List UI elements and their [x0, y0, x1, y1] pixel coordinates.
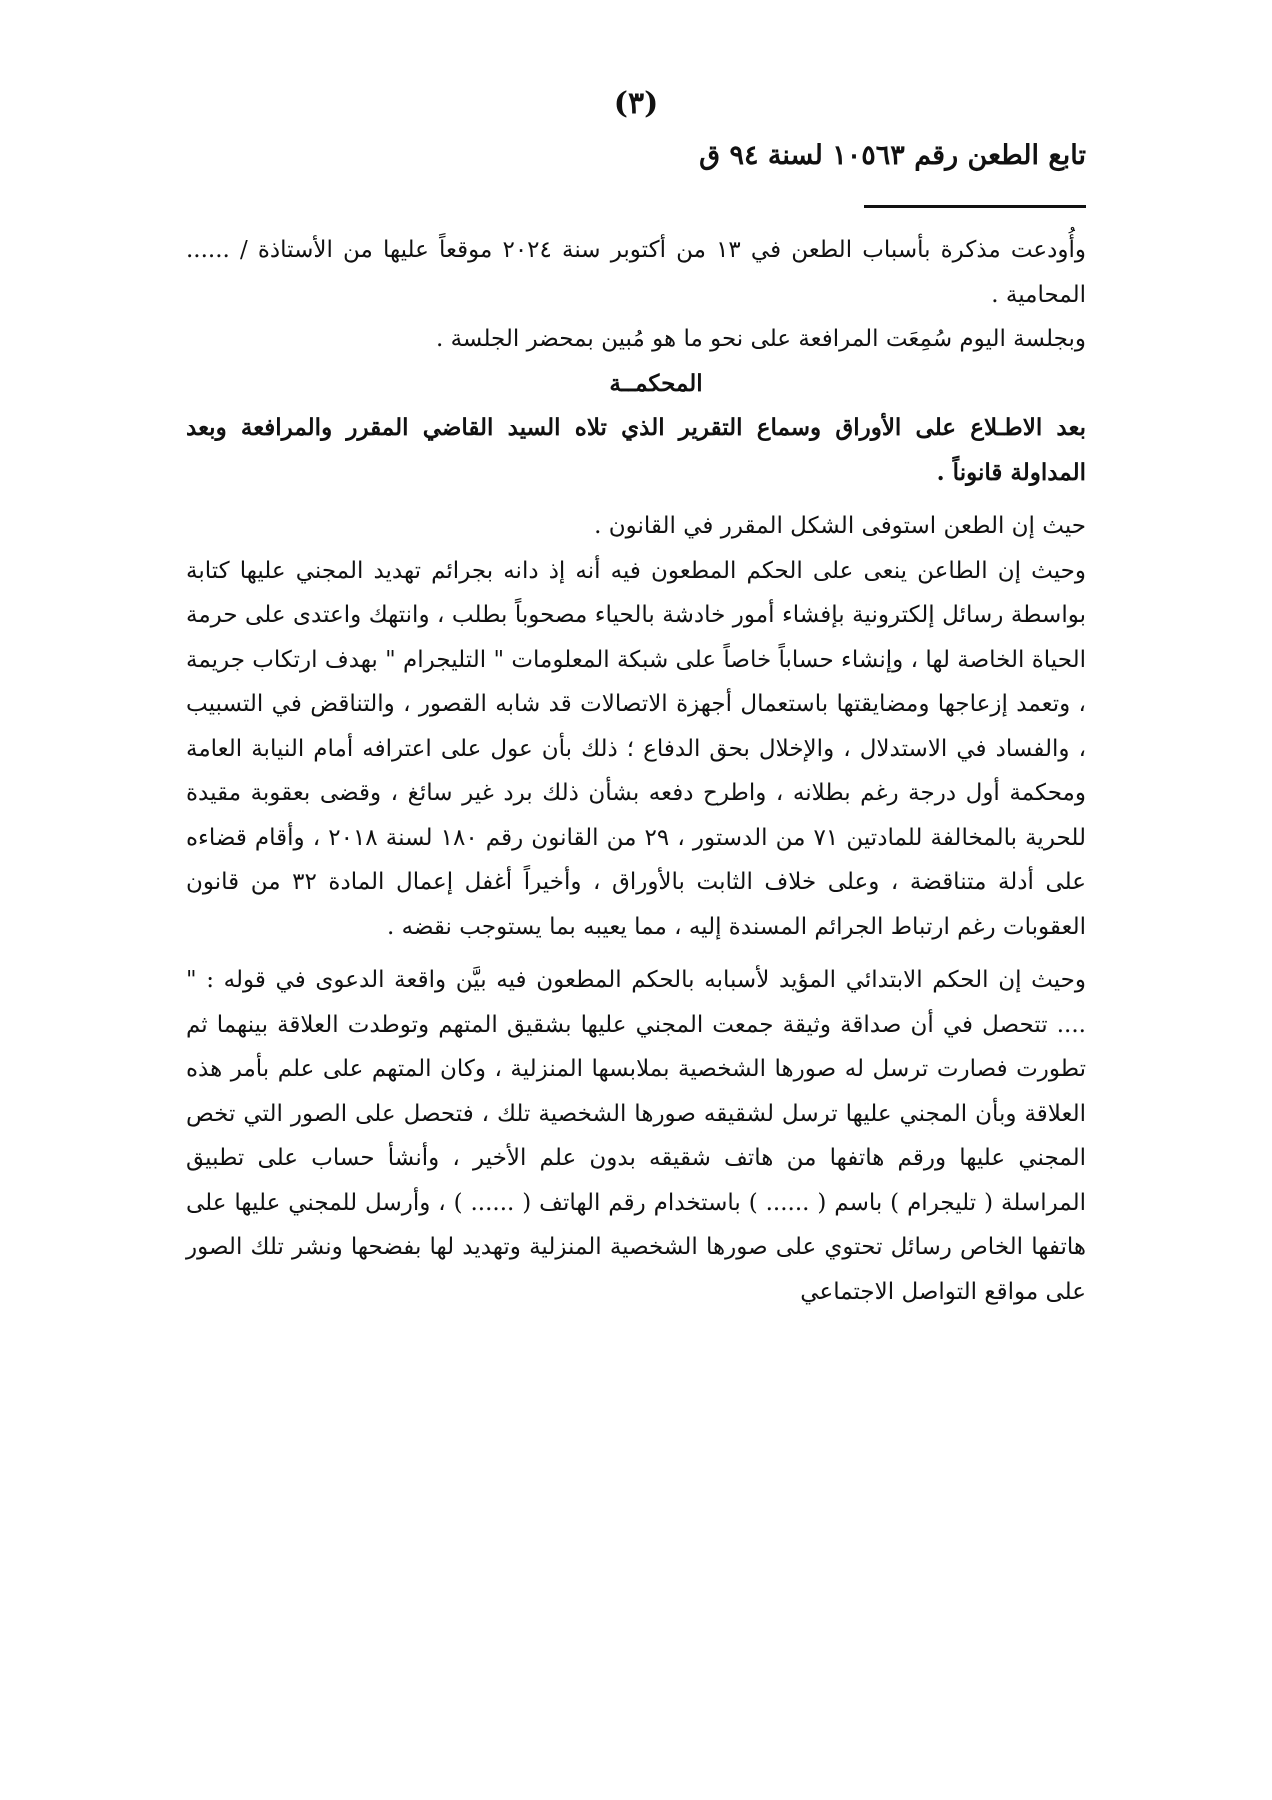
header-underline-divider — [864, 205, 1086, 208]
memo-filed-paragraph: وأُودعت مذكرة بأسباب الطعن في ١٣ من أكتوبر سنة ٢٠٢٤ موقعاً عليها من الأستاذة / ...... المحامية . — [186, 237, 1087, 308]
document-body — [186, 228, 1086, 1314]
grounds-of-appeal-paragraph: وحيث إن الطاعن ينعى على الحكم المطعون فيه أنه إذ دانه بجرائم تهديد المجني عليها كتابة بواسطة رسائل إلكترونية بإفشاء أمور خادشة بالحياء مصحوباً بطلب ، وانتهك واعتدى على حرمة الحياة الخاصة لها ، وإنشاء حساباً خاصاً على شبكة المعلومات " التليجرام " بهدف ارتكاب جريمة ، وتعمد إزعاجها ومضايقتها باستعمال أجهزة الاتصالات قد شابه القصور ، والتناقض في التسبيب ، والفساد في الاستدلال ، والإخلال بحق الدفاع ؛ ذلك بأن عول على اعترافه أمام النيابة العامة ومحكمة أول درجة رغم بطلانه ، واطرح دفعه بشأن ذلك برد غير سائغ ، وقضى بعقوبة مقيدة للحرية بالمخالفة للمادتين ٧١ من الدستور ، ٢٩ من القانون رقم ١٨٠ لسنة ٢٠١٨ ، وأقام قضاءه على أدلة متناقضة ، وعلى خلاف الثابت بالأوراق ، وأخيراً أغفل إعمال المادة ٣٢ من قانون العقوبات رغم ارتباط الجرائم المسندة إليه ، مما يعيبه بما يستوجب نقضه . — [186, 557, 1086, 940]
page-number: (٣) — [613, 86, 659, 121]
hearing-paragraph: وبجلسة اليوم سُمِعَت المرافعة على نحو ما هو مُبين بمحضر الجلسة . — [435, 326, 1086, 352]
case-facts-paragraph: وحيث إن الحكم الابتدائي المؤيد لأسبابه بالحكم المطعون فيه بيَّن واقعة الدعوى في قوله : " .... تتحصل في أن صداقة وثيقة جمعت المجني عليها بشقيق المتهم وتوطدت العلاقة بينهما ثم تطورت فصارت ترسل له صورها الشخصية بملابسها المنزلية ، وكان المتهم على علم بأمر هذه العلاقة وبأن المجني عليها ترسل لشقيقه صورها الشخصية تلك ، فتحصل على الصور التي تخص المجني عليها ورقم هاتفها من هاتف شقيقه بدون علم الأخير ، وأنشأ حساب على تطبيق المراسلة ( تليجرام ) باسم ( ...... ) باستخدام رقم الهاتف ( ...... ) ، وأرسل للمجني عليها على هاتفها الخاص رسائل تحتوي على صورها الشخصية المنزلية وتهديد لها بفضحها ونشر تلك الصور على مواقع التواصل الاجتماعي — [186, 967, 1086, 1305]
court-section-heading: المحكمــة — [609, 369, 703, 397]
deliberation-paragraph: بعد الاطـلاع على الأوراق وسماع التقرير الذي تلاه السيد القاضي المقرر والمرافعة وبعد المداولة قانوناً . — [186, 414, 1086, 486]
case-reference-heading: تابع الطعن رقم ١٠٥٦٣ لسنة ٩٤ ق — [699, 140, 1086, 171]
form-satisfied-paragraph: حيث إن الطعن استوفى الشكل المقرر في القانون . — [594, 513, 1086, 539]
